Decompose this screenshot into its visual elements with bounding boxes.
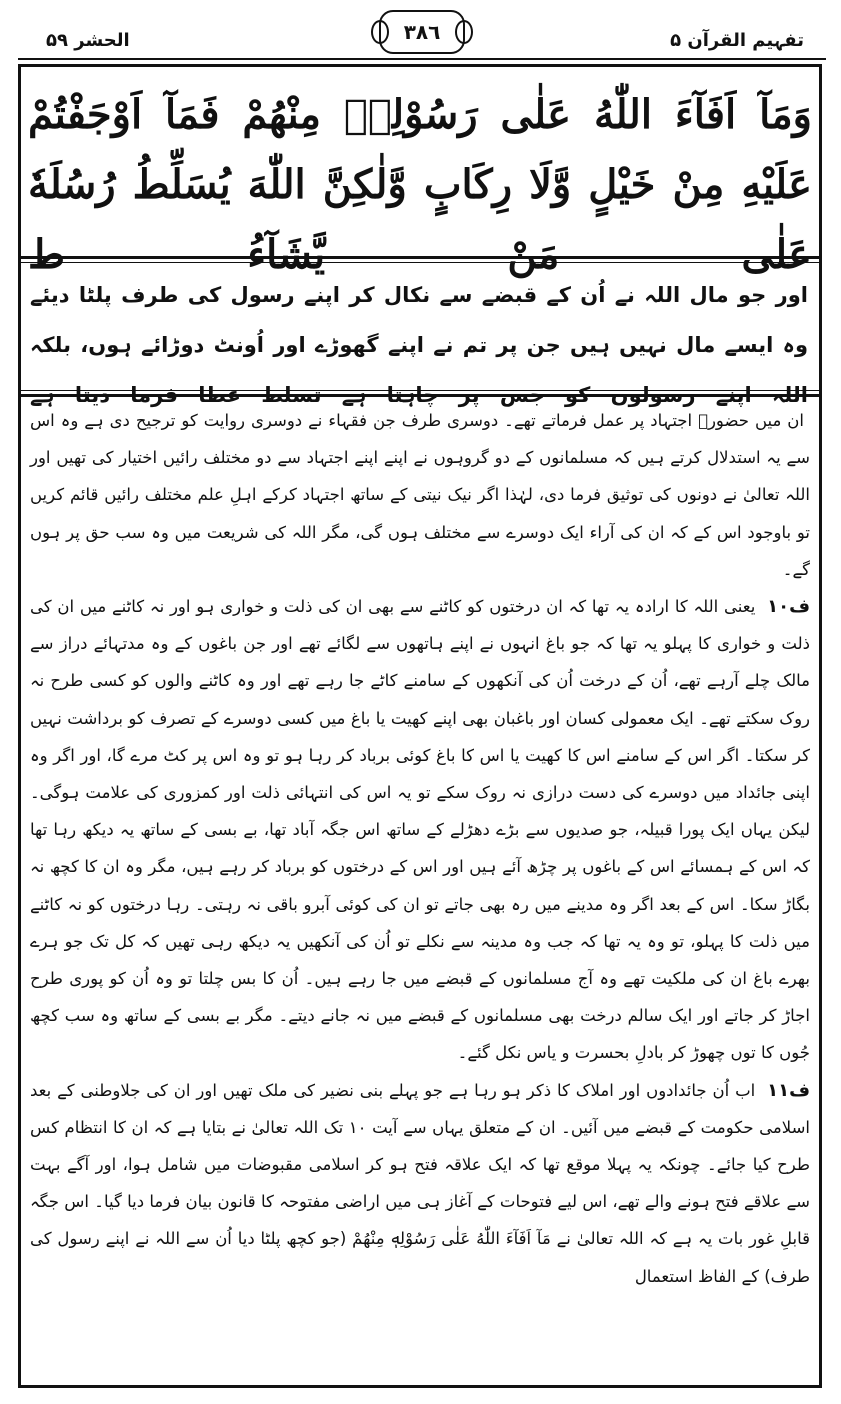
page-header: [16, 8, 826, 54]
verse-divider: [21, 256, 819, 259]
commentary-body: [30, 402, 810, 1295]
paragraph-text: یعنی اللہ کا ارادہ یہ تھا کہ ان درختوں کو کاٹنے سے بھی ان کی ذلت و خواری ہو اور نہ کاٹنے میں ان کی ذلت و خواری کا پہلو یہ تھا کہ جو باغ انہوں نے اپنے ہاتھوں سے لگائے تھے اور جن باغوں کے وہ مدتہائے دراز سے مالک چلے آرہے تھے، اُن کے درخت اُن کی آنکھوں کے سامنے کاٹے جا رہے تھے اور وہ کاٹنے والوں کو کسی طرح نہ روک سکتے تھے۔ ایک معمولی کسان اور باغبان بھی اپنے کھیت یا باغ میں کسی دوسرے کے تصرف کو برداشت نہیں کر سکتا۔ اگر اس کے سامنے اس کا کھیت یا اس کا باغ کوئی برباد کر رہا ہو تو وہ اس پر کٹ مرے گا، اور اگر وہ اپنی جائداد میں دوسرے کی دست درازی نہ روک سکے تو یہ اس کی انتہائی ذلت اور کمزوری کی علامت ہوگی۔ لیکن یہاں ایک پورا قبیلہ، جو صدیوں سے بڑے دھڑلے کے ساتھ اس جگہ آباد تھا، بے بسی کے ساتھ یہ دیکھ رہا تھا کہ اس کے ہمسائے اس کے باغوں پر چڑھ آئے ہیں اور اس کے درختوں کو برباد کر رہے ہیں، مگر وہ ان کا کچھ نہ بگاڑ سکا۔ اس کے بعد اگر وہ مدینے میں رہ بھی جاتے تو ان کی کوئی آبرو باقی نہ رہتی۔ رہا درختوں کو نہ کاٹنے میں ذلت کا پہلو، تو وہ یہ تھا کہ جب وہ مدینہ سے نکلے تو اُن کی آنکھیں یہ دیکھ رہی تھیں کہ کل تک جو ہرے بھرے باغ ان کی ملکیت تھے وہ آج مسلمانوں کے قبضے میں جا رہے ہیں۔ اُن کا بس چلتا تو وہ اُن کو پوری طرح اجاڑ کر جاتے اور ایک سالم درخت بھی مسلمانوں کے قبضے میں نہ جانے دیتے۔ مگر بے بسی کے ساتھ وہ سب کچھ جُوں کا توں چھوڑ کر بادلِ بحسرت و یاس نکل گئے۔: [30, 597, 810, 1063]
footnote-mark: [804, 410, 810, 431]
page-number: ٣٨٦: [379, 10, 465, 54]
footnote-mark: ف۱۰: [767, 596, 810, 618]
paragraph-text: ان میں حضورؐ اجتہاد پر عمل فرماتے تھے۔ دوسری طرف جن فقہاء نے دوسری روایت کو ترجیح دی ہے وہ اس سے یہ استدلال کرتے ہیں کہ مسلمانوں کے دو گروہوں نے اپنے اپنے اجتہاد سے دو مختلف رائیں اختیار کی تھیں اور اللہ تعالیٰ نے دونوں کی توثیق فرما دی، لہٰذا اگر نیک نیتی کے ساتھ اجتہاد کرکے اہلِ علم مختلف رائیں قائم کریں تو باوجود اس کے کہ ان کی آراء ایک دوسرے سے مختلف ہوں گی، مگر اللہ کی شریعت میں وہ سب حق پر ہوں گے۔: [30, 411, 810, 579]
book-title: تفہیم القرآن ۵: [670, 30, 804, 51]
commentary-paragraph: [30, 588, 810, 1072]
footnote-mark: ف۱۱: [767, 1079, 811, 1101]
surah-label: الحشر ۵۹: [46, 30, 130, 51]
translation-divider: [21, 394, 819, 397]
translation-divider-thin: [21, 390, 819, 391]
verse-translation: اور جو مال اللہ نے اُن کے قبضے سے نکال کر اپنے رسول کی طرف پلٹا دیئے وہ ایسے مال نہیں ہیں جن پر تم نے اپنے گھوڑے اور اُونٹ دوڑائے ہوں، بلکہ اللہ اپنے رسولوں کو جس پر چاہتا ہے تسلط عطا فرما دیتا ہے: [30, 283, 808, 407]
paragraph-text: اب اُن جائدادوں اور املاک کا ذکر ہو رہا ہے جو پہلے بنی نضیر کی ملک تھیں اور ان کی جلاوطنی کے بعد اسلامی حکومت کے قبضے میں آئیں۔ ان کے متعلق یہاں سے آیت ۱۰ تک اللہ تعالیٰ نے بتایا ہے کہ ان کا انتظام کس طرح کیا جائے۔ چونکہ یہ پہلا موقع تھا کہ ایک علاقہ فتح ہو کر اسلامی مقبوضات میں شامل ہوا، اور آگے بہت سے علاقے فتح ہونے والے تھے، اس لیے فتوحات کے آغاز ہی میں اراضی مفتوحہ کا قانون بیان فرما دیا گیا۔ اس جگہ قابلِ غور بات یہ ہے کہ اللہ تعالیٰ نے مَآ اَفَآءَ اللّٰهُ عَلٰی رَسُوْلِهٖ مِنْهُمْ (جو کچھ پلٹا دیا اُن سے اللہ نے اپنے رسول کی طرف) کے الفاظ استعمال: [30, 1080, 810, 1286]
commentary-paragraph: [30, 1072, 810, 1295]
commentary-paragraph: [30, 402, 810, 588]
header-divider: [18, 58, 826, 60]
quran-verse: وَمَآ اَفَآءَ اللّٰهُ عَلٰی رَسُوْلِهٖ مِنْهُمْ فَمَآ اَوْجَفْتُمْ عَلَيْهِ مِنْ خَيْلٍ وَّلَا رِكَابٍ وَّلٰكِنَّ اللّٰهَ يُسَلِّطُ رُسُلَهٗ عَلٰی مَنْ يَّشَآءُ ط: [28, 91, 812, 278]
verse-divider-thin: [21, 262, 819, 263]
